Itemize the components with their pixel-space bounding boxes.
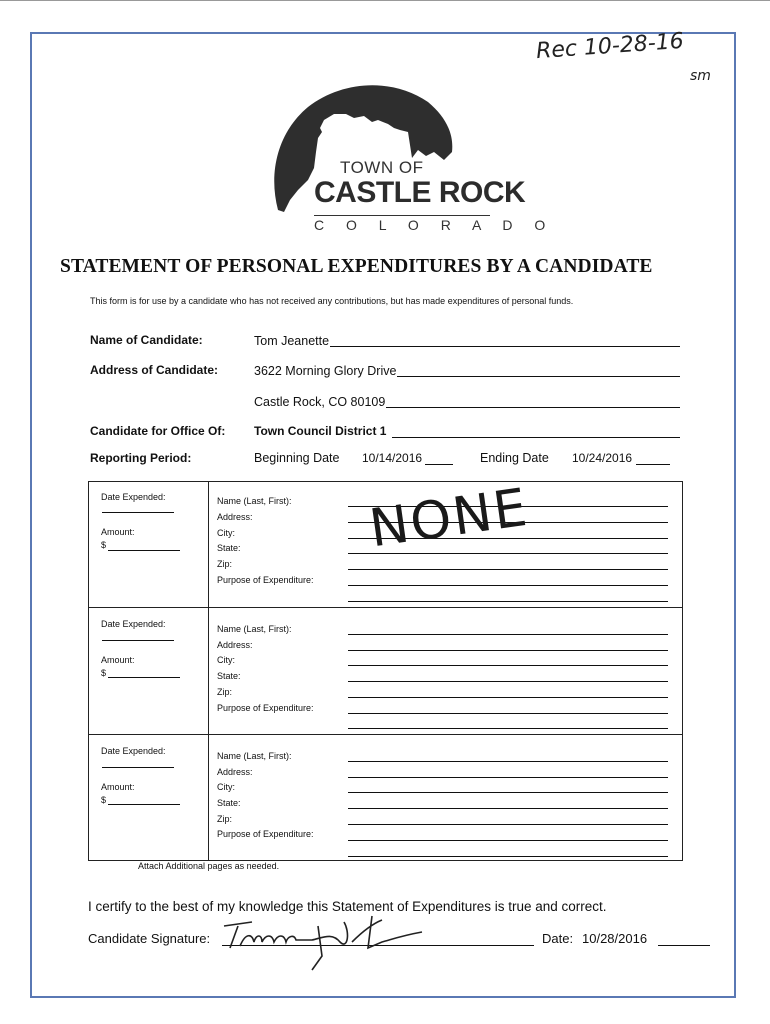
payee-state-line[interactable] bbox=[348, 681, 668, 682]
payee-zip-label: Zip: bbox=[217, 687, 233, 697]
logo-town-of: TOWN OF bbox=[340, 158, 424, 177]
purpose-label: Purpose of Expenditure: bbox=[217, 829, 314, 839]
payee-address-line[interactable] bbox=[348, 650, 668, 651]
payee-zip-line[interactable] bbox=[348, 569, 668, 570]
purpose-line-2[interactable] bbox=[348, 601, 668, 602]
payee-name-label: Name (Last, First): bbox=[217, 624, 292, 634]
name-of-candidate-value[interactable]: Tom Jeanette bbox=[254, 334, 330, 348]
beginning-date-value[interactable]: 10/14/2016 bbox=[362, 451, 423, 465]
address-line1-value[interactable]: 3622 Morning Glory Drive bbox=[254, 364, 397, 378]
date-label: Date: bbox=[542, 931, 574, 946]
date-underline bbox=[658, 945, 710, 946]
amount-label: Amount: bbox=[101, 782, 135, 792]
end-underline bbox=[636, 464, 670, 465]
begin-underline bbox=[425, 464, 453, 465]
reporting-period-label: Reporting Period: bbox=[90, 451, 192, 465]
candidate-signature bbox=[222, 912, 442, 974]
scan-top-edge bbox=[0, 0, 770, 1]
payee-address-label: Address: bbox=[217, 767, 253, 777]
purpose-label: Purpose of Expenditure: bbox=[217, 575, 314, 585]
address1-underline bbox=[397, 376, 680, 377]
table-divider-v bbox=[208, 481, 209, 861]
signature-date-value[interactable]: 10/28/2016 bbox=[582, 931, 648, 946]
address-line2-value[interactable]: Castle Rock, CO 80109 bbox=[254, 395, 386, 409]
office-value[interactable]: Town Council District 1 bbox=[254, 424, 387, 438]
payee-name-line[interactable] bbox=[348, 634, 668, 635]
purpose-line-2[interactable] bbox=[348, 856, 668, 857]
payee-state-label: State: bbox=[217, 671, 241, 681]
payee-zip-line[interactable] bbox=[348, 824, 668, 825]
payee-state-label: State: bbox=[217, 798, 241, 808]
payee-zip-label: Zip: bbox=[217, 559, 233, 569]
amount-line[interactable] bbox=[108, 677, 180, 678]
attach-pages-note: Attach Additional pages as needed. bbox=[138, 861, 280, 871]
payee-address-label: Address: bbox=[217, 640, 253, 650]
purpose-line-2[interactable] bbox=[348, 728, 668, 729]
payee-state-label: State: bbox=[217, 543, 241, 553]
form-instructions: This form is for use by a candidate who has not received any contributions, but has made expenditures of personal funds. bbox=[90, 296, 574, 306]
payee-city-label: City: bbox=[217, 782, 235, 792]
certification-statement: I certify to the best of my knowledge this Statement of Expenditures is true and correct. bbox=[88, 899, 607, 914]
ending-date-value[interactable]: 10/24/2016 bbox=[572, 451, 633, 465]
handwritten-initials: sm bbox=[690, 68, 711, 84]
office-label: Candidate for Office Of: bbox=[90, 424, 226, 438]
form-title: STATEMENT OF PERSONAL EXPENDITURES BY A CANDIDATE bbox=[60, 256, 653, 277]
table-divider-h1 bbox=[88, 607, 683, 608]
beginning-date-label: Beginning Date bbox=[254, 451, 340, 465]
payee-state-line[interactable] bbox=[348, 808, 668, 809]
address2-underline bbox=[386, 407, 680, 408]
payee-city-line[interactable] bbox=[348, 792, 668, 793]
logo-rule bbox=[314, 215, 490, 216]
payee-zip-label: Zip: bbox=[217, 814, 233, 824]
date-expended-label: Date Expended: bbox=[101, 619, 166, 629]
date-expended-label: Date Expended: bbox=[101, 492, 166, 502]
date-expended-line[interactable] bbox=[102, 512, 174, 513]
handwritten-none: NONE bbox=[366, 477, 533, 560]
payee-city-label: City: bbox=[217, 655, 235, 665]
amount-line[interactable] bbox=[108, 804, 180, 805]
payee-zip-line[interactable] bbox=[348, 697, 668, 698]
dollar-sign: $ bbox=[101, 668, 107, 678]
ending-date-label: Ending Date bbox=[480, 451, 549, 465]
purpose-line[interactable] bbox=[348, 840, 668, 841]
payee-address-label: Address: bbox=[217, 512, 253, 522]
purpose-label: Purpose of Expenditure: bbox=[217, 703, 314, 713]
address-of-candidate-label: Address of Candidate: bbox=[90, 363, 219, 377]
name-of-candidate-label: Name of Candidate: bbox=[90, 333, 203, 347]
candidate-signature-label: Candidate Signature: bbox=[88, 931, 211, 946]
logo-castle-rock: CASTLE ROCK bbox=[314, 176, 526, 209]
payee-address-line[interactable] bbox=[348, 777, 668, 778]
purpose-line[interactable] bbox=[348, 585, 668, 586]
date-expended-line[interactable] bbox=[102, 640, 174, 641]
date-expended-label: Date Expended: bbox=[101, 746, 166, 756]
dollar-sign: $ bbox=[101, 795, 107, 805]
date-expended-line[interactable] bbox=[102, 767, 174, 768]
amount-label: Amount: bbox=[101, 655, 135, 665]
payee-city-line[interactable] bbox=[348, 665, 668, 666]
payee-city-label: City: bbox=[217, 528, 235, 538]
office-underline bbox=[392, 437, 680, 438]
handwritten-received-note: Rec 10-28-16 bbox=[535, 28, 685, 65]
payee-name-label: Name (Last, First): bbox=[217, 496, 292, 506]
dollar-sign: $ bbox=[101, 540, 107, 550]
logo-colorado: C O L O R A D O bbox=[314, 217, 555, 233]
amount-label: Amount: bbox=[101, 527, 135, 537]
payee-name-line[interactable] bbox=[348, 761, 668, 762]
name-underline bbox=[330, 346, 680, 347]
table-divider-h2 bbox=[88, 734, 683, 735]
purpose-line[interactable] bbox=[348, 713, 668, 714]
amount-line[interactable] bbox=[108, 550, 180, 551]
payee-name-label: Name (Last, First): bbox=[217, 751, 292, 761]
